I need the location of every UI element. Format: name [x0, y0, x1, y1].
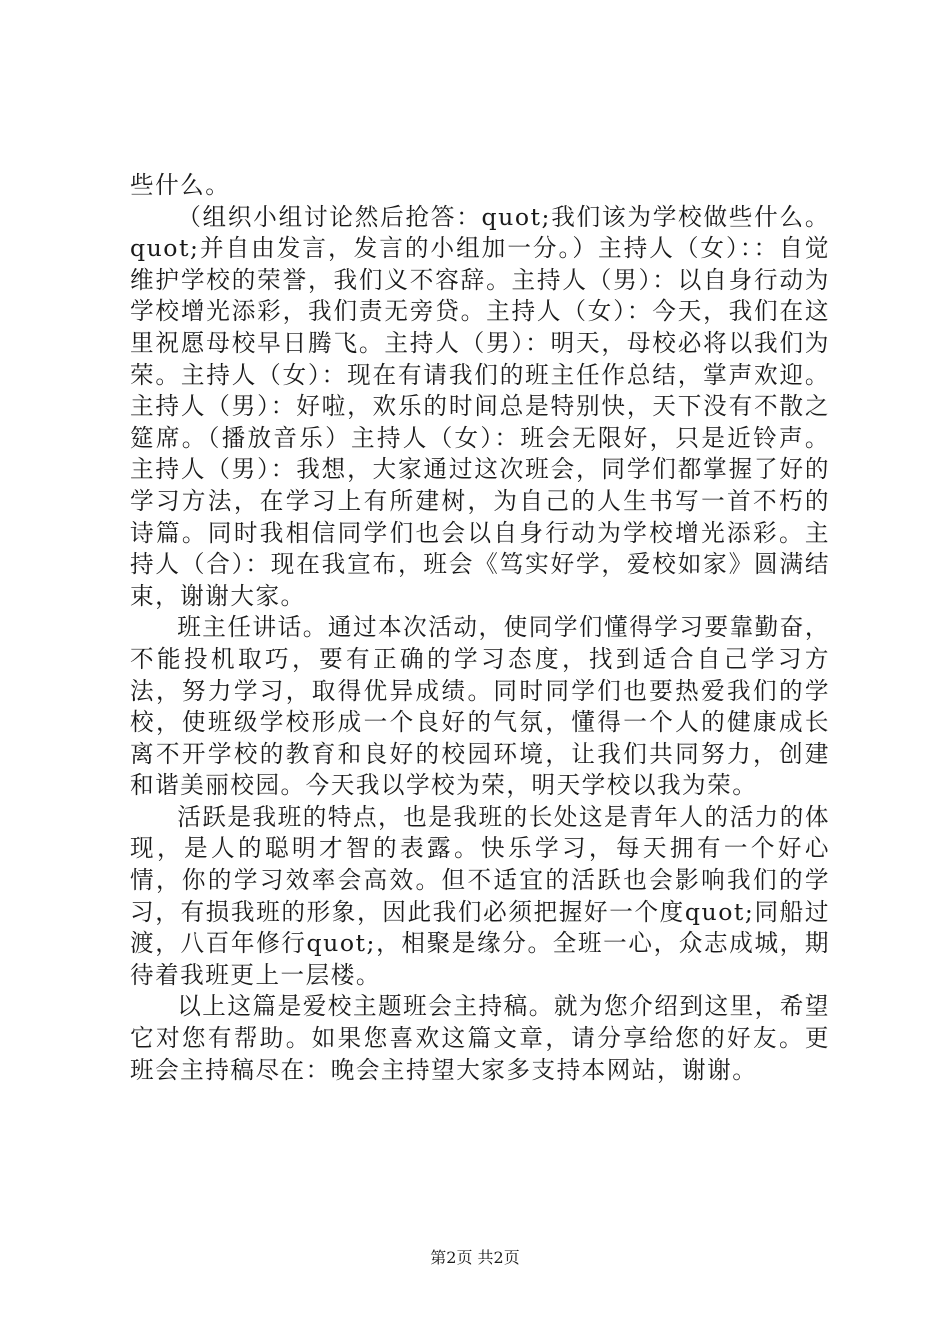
document-body [130, 170, 830, 1086]
page-number-footer: 第2页 共2页 [430, 1248, 520, 1267]
paragraph-2: （组织小组讨论然后抢答：quot;我们该为学校做些什么。quot;并自由发言，发言的小组加一分。）主持人（女）：：自觉维护学校的荣誉，我们义不容辞。主持人（男）：以自身行动为学校增光添彩，我们责无旁贷。主持人（女）：今天，我们在这里祝愿母校早日腾飞。主持人（男）：明天，母校必将以我们为荣。主持人（女）：现在有请我们的班主任作总结，掌声欢迎。主持人（男）：好啦，欢乐的时间总是特别快，天下没有不散之筵席。（播放音乐）主持人（女）：班会无限好，只是近铃声。主持人（男）：我想，大家通过这次班会，同学们都掌握了好的学习方法，在学习上有所建树，为自己的人生书写一首不朽的诗篇。同时我相信同学们也会以自身行动为学校增光添彩。主持人（合）：现在我宣布，班会《笃实好学，爱校如家》圆满结束，谢谢大家。 [130, 202, 830, 610]
paragraph-3: 班主任讲话。通过本次活动，使同学们懂得学习要靠勤奋，不能投机取巧，要有正确的学习态度，找到适合自己学习方法，努力学习，取得优异成绩。同时同学们也要热爱我们的学校，使班级学校形成一个良好的气氛，懂得一个人的健康成长离不开学校的教育和良好的校园环境，让我们共同努力，创建和谐美丽校园。今天我以学校为荣，明天学校以我为荣。 [130, 613, 830, 800]
paragraph-4: 活跃是我班的特点，也是我班的长处这是青年人的活力的体现，是人的聪明才智的表露。快乐学习，每天拥有一个好心情，你的学习效率会高效。但不适宜的活跃也会影响我们的学习，有损我班的形象，因此我们必须把握好一个度quot;同船过渡，八百年修行quot;，相聚是缘分。全班一心，众志成城，期待着我班更上一层楼。 [130, 802, 830, 989]
paragraph-1: 些什么。 [130, 171, 231, 199]
paragraph-5: 以上这篇是爱校主题班会主持稿。就为您介绍到这里，希望它对您有帮助。如果您喜欢这篇文章，请分享给您的好友。更班会主持稿尽在：晚会主持望大家多支持本网站，谢谢。 [130, 992, 830, 1084]
